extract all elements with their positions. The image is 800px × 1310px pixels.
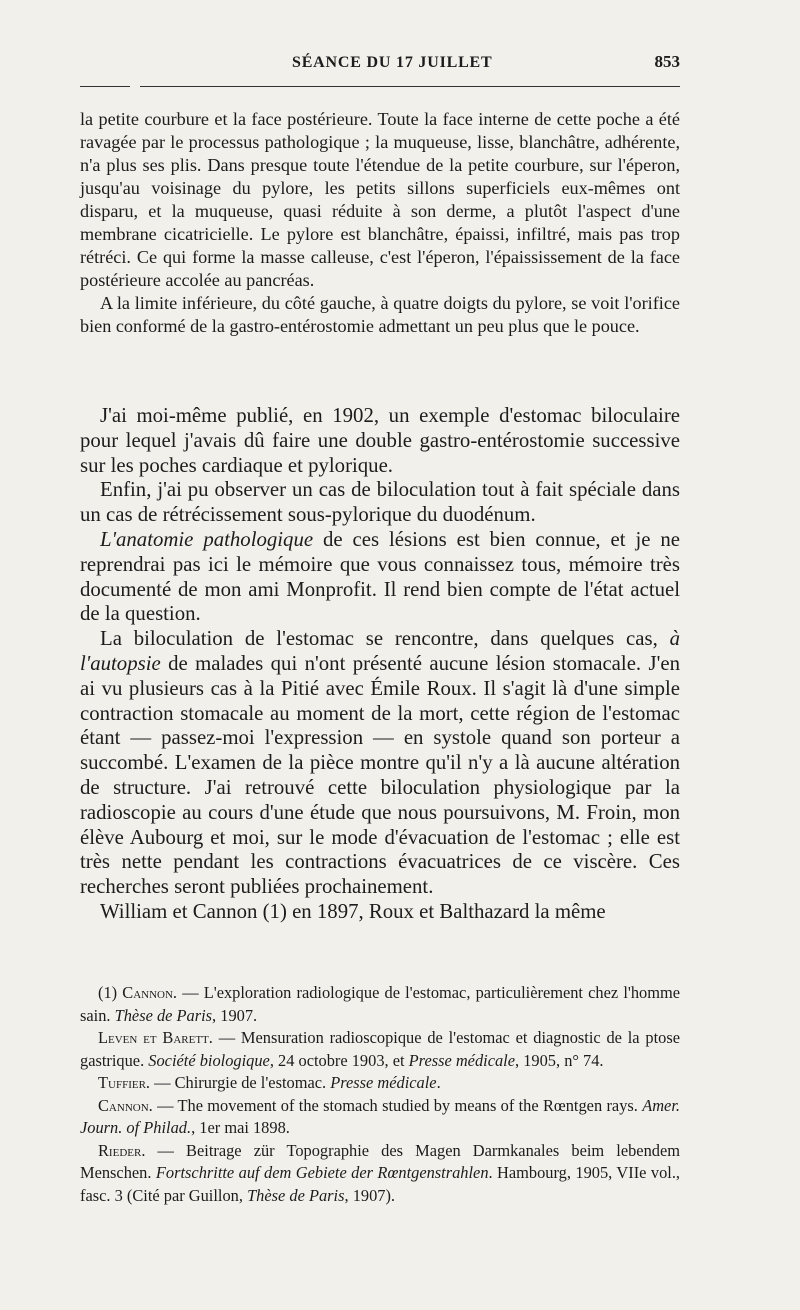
footnote — [80, 1095, 680, 1140]
footnote-tail: , 1907). — [344, 1185, 396, 1205]
footnote-text: — Chirurgie de l'estomac. — [150, 1073, 331, 1092]
footnote-italic: Presse médicale — [330, 1073, 437, 1092]
anatomy-italic: L'anatomie pathologique — [100, 527, 314, 551]
footnote-author: Tuffier. — [98, 1073, 151, 1092]
footnote-tail: . — [436, 1073, 441, 1092]
main-text-block — [80, 404, 680, 925]
footnote-tail: . Hambourg, 1905, VIIe vol., fasc. 3 (Cité par Guillon, — [80, 1163, 681, 1205]
anatomy-text: de ces lésions est bien connue, et je ne reprendrai pas ici le mémoire que vous connaissez tous, mémoire très documenté de mon ami Monprofit. Il rend bien compte de l'état actuel de la question. — [80, 527, 680, 626]
footnote-author: (1) Cannon. — [98, 983, 178, 1002]
anatomy-paragraph — [80, 528, 680, 627]
footnote-italic: Amer. Journ. of Philad. — [80, 1095, 680, 1137]
biloculation-rest: de malades qui n'ont présenté aucune lésion stomacale. J'en ai vu plusieurs cas à la Pitié avec Émile Roux. Il s'agit là d'une simple contraction stomacale au moment de la mort, cette région de l'estomac étant — passez-moi l'expression — en systole quand son porteur a succombé. L'examen de la pièce montre qu'il n'y a là aucune altération de structure. J'ai retrouvé cette biloculation physiologique par la radioscopie au cours d'une étude que nous poursuivons, M. Froin, mon élève Aubourg et moi, sur le mode d'évacuation de l'estomac ; elle est très nette pendant les contractions évacuatrices de ce viscère. Ces recherches seront publiées prochainement. — [80, 651, 680, 899]
published-paragraph: J'ai moi-même publié, en 1902, un exemple d'estomac biloculaire pour lequel j'avais dû faire une double gastro-entérostomie successive sur les poches cardiaque et pylorique. — [80, 404, 680, 477]
running-header — [80, 52, 680, 72]
biloculation-start: La biloculation de l'estomac se rencontre, dans quelques cas, — [100, 627, 670, 651]
page-number: 853 — [654, 52, 680, 71]
footnote-tail: , 1er mai 1898. — [191, 1118, 290, 1137]
footnote-author: Cannon. — [98, 1095, 153, 1115]
footnote-tail: , 24 octobre 1903, et — [269, 1050, 409, 1070]
footnote — [80, 1140, 680, 1208]
footnote-italic: Société biologique — [148, 1050, 270, 1070]
footnote-text: — L'exploration radiologique de l'estomac, particulièrement chez l'homme sain. — [80, 983, 680, 1025]
biloculation-paragraph — [80, 627, 680, 900]
footnote-text: — The movement of the stomach studied by means of the Rœntgen rays. — [152, 1095, 643, 1115]
footnote-tail: , 1905, n° 74. — [515, 1050, 604, 1070]
footnote — [80, 1072, 680, 1095]
autopsie-italic: à l'autopsie — [80, 627, 680, 675]
orifice-paragraph: A la limite inférieure, du côté gauche, à quatre doigts du pylore, se voit l'orifice bien conformé de la gastro-entérostomie admettant un peu plus que le pouce. — [80, 293, 680, 336]
last-line: William et Cannon (1) en 1897, Roux et Balthazard la même — [100, 899, 606, 923]
duodenum-paragraph: Enfin, j'ai pu observer un cas de biloculation tout à fait spéciale dans un cas de rétrécissement sous-pylorique du duodénum. — [80, 478, 680, 527]
footnote-italic: Thèse de Paris — [114, 1005, 213, 1025]
footnote-text: — Beitrage zür Topographie des Magen Darmkanales beim lebendem Menschen. — [80, 1140, 680, 1182]
footnote — [80, 1027, 680, 1072]
footnotes — [80, 982, 680, 1207]
footnote-italic: Fortschritte auf dem Gebiete der Rœntgenstrahlen — [155, 1163, 489, 1182]
small-text-block — [80, 108, 680, 338]
footnote-tail: , 1907. — [212, 1005, 258, 1025]
footnote-author: Rieder. — [98, 1140, 146, 1160]
footnote-italic: Thèse de Paris — [247, 1185, 345, 1205]
footnote-author: Leven et Barett. — [98, 1028, 213, 1047]
header-title: SÉANCE DU 17 JUILLET — [292, 54, 493, 71]
footnote — [80, 982, 680, 1027]
continued-paragraph: la petite courbure et la face postérieure. Toute la face interne de cette poche a été ravagée par le processus pathologique ; la muqueuse, lisse, blanchâtre, adhérente, n'a plus ses plis. Dans presque toute l'étendue de la petite courbure, sur l'éperon, jusqu'au voisinage du pylore, les petits sillons superficiels eux-mêmes ont disparu, et la muqueuse, quasi réduite à son derme, a plutôt l'aspect d'une membrane cicatricielle. Le pylore est blanchâtre, épaissi, infiltré, mais pas trop rétréci. Ce qui forme la masse calleuse, c'est l'éperon, l'épaississement de la face postérieure accolée au pancréas. — [80, 109, 680, 290]
footnote-text: — Mensuration radioscopique de l'estomac et diagnostic de la ptose gastrique. — [80, 1028, 680, 1070]
footnote-italic: Presse médicale — [408, 1050, 516, 1070]
